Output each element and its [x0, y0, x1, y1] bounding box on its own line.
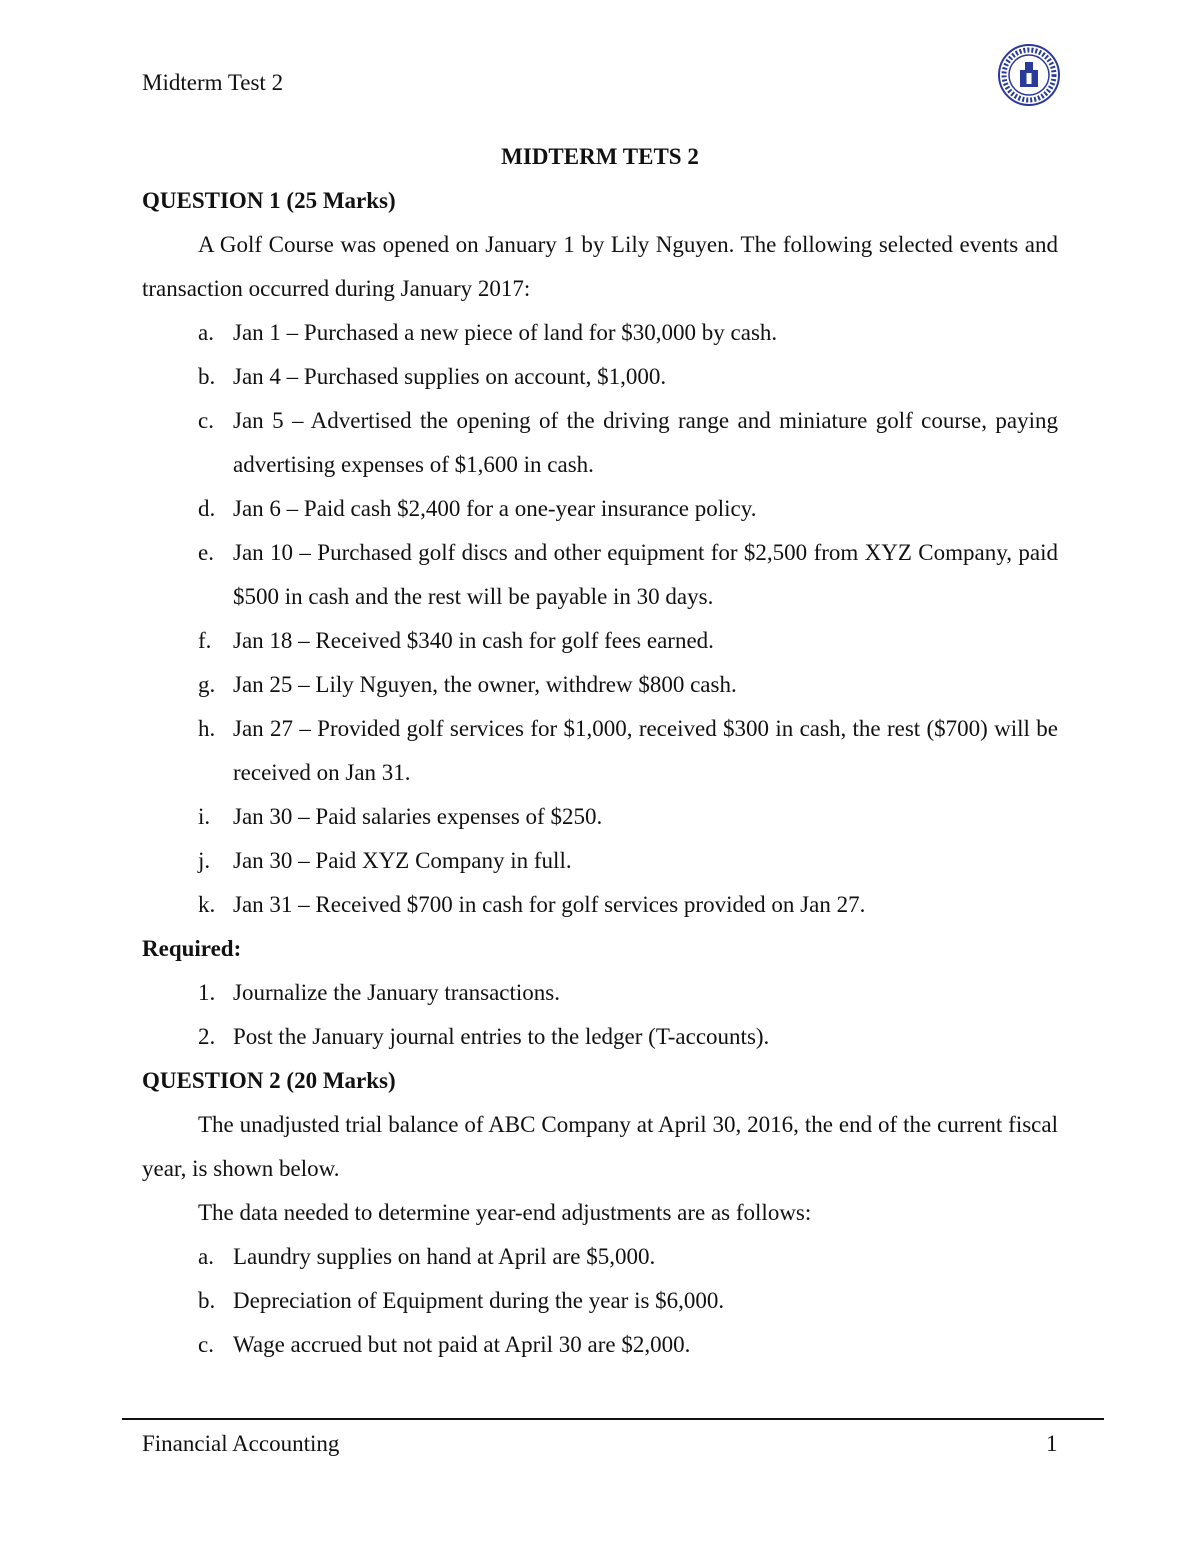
list-item: d. Jan 6 – Paid cash $2,400 for a one-year insurance policy. — [198, 496, 757, 521]
header-title: Midterm Test 2 — [142, 70, 284, 95]
list-item: b. Depreciation of Equipment during the year is $6,000. — [198, 1288, 725, 1313]
question-2-heading: QUESTION 2 (20 Marks) — [142, 1068, 396, 1093]
question-2-intro: The unadjusted trial balance of ABC Company at April 30, 2016, the end of the current fiscal year, is shown below. — [142, 1112, 1058, 1181]
list-item: k. Jan 31 – Received $700 in cash for golf services provided on Jan 27. — [198, 892, 866, 917]
question-2-adjustments-intro: The data needed to determine year-end adjustments are as follows: — [198, 1200, 812, 1225]
list-item: h. Jan 27 – Provided golf services for $1,000, received $300 in cash, the rest ($700) will be received on Jan 31. — [198, 716, 1058, 785]
list-item: j. Jan 30 – Paid XYZ Company in full. — [198, 848, 572, 873]
list-item: i. Jan 30 – Paid salaries expenses of $250. — [198, 804, 603, 829]
required-list — [142, 971, 1058, 1059]
footer-course: Financial Accounting — [142, 1431, 340, 1456]
list-item: a. Jan 1 – Purchased a new piece of land for $30,000 by cash. — [198, 320, 778, 345]
list-item: 1. Journalize the January transactions. — [198, 980, 560, 1005]
list-item: c. Wage accrued but not paid at April 30 are $2,000. — [198, 1332, 691, 1357]
question-2-adjustments — [142, 1235, 1058, 1367]
list-item: g. Jan 25 – Lily Nguyen, the owner, withdrew $800 cash. — [198, 672, 737, 697]
list-item: 2. Post the January journal entries to the ledger (T-accounts). — [198, 1024, 770, 1049]
question-1-transactions — [142, 311, 1058, 927]
question-1-heading: QUESTION 1 (25 Marks) — [142, 188, 396, 213]
university-seal-icon — [998, 44, 1060, 106]
list-item: b. Jan 4 – Purchased supplies on account, $1,000. — [198, 364, 667, 389]
page-number: 1 — [1046, 1431, 1058, 1456]
list-item: e. Jan 10 – Purchased golf discs and other equipment for $2,500 from XYZ Company, paid $500 in cash and the rest will be payable in 30 days. — [198, 540, 1058, 609]
page-title: MIDTERM TETS 2 — [501, 144, 699, 169]
required-label: Required: — [142, 936, 242, 961]
footer-divider — [122, 1418, 1104, 1420]
list-item: c. Jan 5 – Advertised the opening of the driving range and miniature golf course, paying advertising expenses of $1,600 in cash. — [198, 408, 1058, 477]
list-item: f. Jan 18 – Received $340 in cash for golf fees earned. — [198, 628, 714, 653]
list-item: a. Laundry supplies on hand at April are $5,000. — [198, 1244, 656, 1269]
question-1-intro: A Golf Course was opened on January 1 by Lily Nguyen. The following selected events and transaction occurred during January 2017: — [142, 232, 1058, 301]
